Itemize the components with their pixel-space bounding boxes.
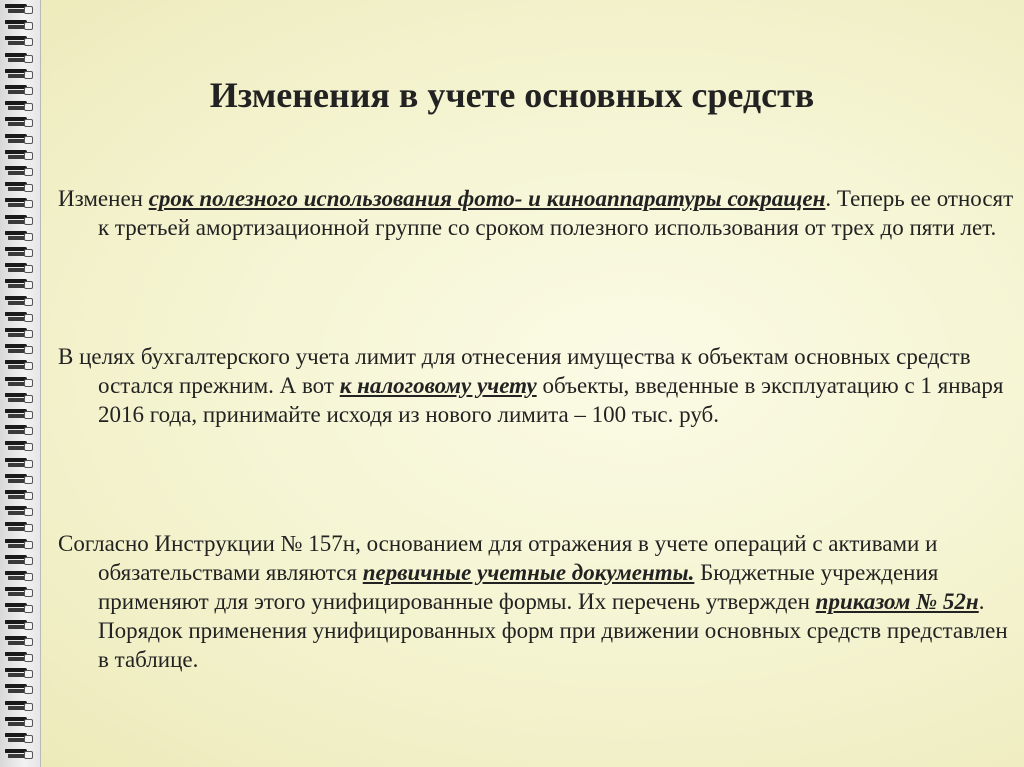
- slide-title: Изменения в учете основных средств: [209, 75, 815, 115]
- spiral-ring: [5, 684, 31, 694]
- paragraph-useful-life-change: [58, 184, 1018, 242]
- spiral-ring: [5, 231, 31, 241]
- spiral-ring: [5, 668, 31, 678]
- spiral-ring: [5, 296, 31, 306]
- spiral-ring: [5, 166, 31, 176]
- spiral-ring: [5, 393, 31, 403]
- spiral-ring: [5, 717, 31, 727]
- spiral-ring: [5, 328, 31, 338]
- spiral-ring: [5, 409, 31, 419]
- spiral-ring: [5, 571, 31, 581]
- spiral-ring: [5, 555, 31, 565]
- spiral-ring: [5, 458, 31, 468]
- spiral-ring: [5, 701, 31, 711]
- spiral-ring: [5, 603, 31, 613]
- spiral-ring: [5, 36, 31, 46]
- spiral-ring: [5, 134, 31, 144]
- spiral-ring: [5, 441, 31, 451]
- spiral-ring: [5, 198, 31, 208]
- text-run: объекты, введенные в эксплуатацию с 1 января 2016 года, принимайте исходя из нового лимита – 100 тыс. руб.: [98, 373, 1004, 427]
- spiral-ring: [5, 279, 31, 289]
- spiral-ring: [5, 101, 31, 111]
- emphasis-useful-life: срок полезного использования фото- и киноаппаратуры сокращен: [148, 186, 826, 211]
- text-run: . Теперь ее относят к третьей амортизационной группе со сроком полезного использования от трех до пяти лет.: [98, 186, 1014, 240]
- spiral-ring: [5, 490, 31, 500]
- spiral-ring: [5, 474, 31, 484]
- spiral-ring: [5, 263, 31, 273]
- text-run: . Порядок применения унифицированных форм при движении основных средств представлен в таблице.: [98, 589, 1008, 672]
- spiral-binding: [0, 0, 41, 767]
- spiral-ring: [5, 425, 31, 435]
- spiral-ring: [5, 360, 31, 370]
- emphasis-primary-documents: первичные учетные документы.: [362, 560, 695, 585]
- spiral-ring: [5, 312, 31, 322]
- spiral-ring: [5, 344, 31, 354]
- spiral-ring: [5, 522, 31, 532]
- spiral-ring: [5, 182, 31, 192]
- spiral-ring: [5, 620, 31, 630]
- spiral-ring: [5, 85, 31, 95]
- spiral-ring: [5, 733, 31, 743]
- emphasis-order-52n: приказом № 52н: [815, 589, 979, 614]
- spiral-ring: [5, 117, 31, 127]
- spiral-ring: [5, 215, 31, 225]
- text-run: Изменен: [58, 186, 149, 211]
- spiral-ring: [5, 377, 31, 387]
- spiral-ring: [5, 506, 31, 516]
- text-run: Согласно Инструкции № 157н, основанием для отражения в учете операций с активами и обязательствами являются: [58, 531, 938, 585]
- spiral-ring: [5, 20, 31, 30]
- spiral-ring: [5, 247, 31, 257]
- emphasis-tax-accounting: к налоговому учету: [339, 373, 537, 398]
- spiral-ring: [5, 69, 31, 79]
- spiral-ring: [5, 636, 31, 646]
- spiral-ring: [5, 749, 31, 759]
- text-run: В целях бухгалтерского учета лимит для отнесения имущества к объектам основных средств остался прежним. А вот: [58, 344, 971, 398]
- spiral-ring: [5, 4, 31, 14]
- paragraph-primary-documents: [58, 529, 1018, 674]
- spiral-ring: [5, 587, 31, 597]
- paragraph-asset-limit: [58, 342, 1018, 429]
- spiral-ring: [5, 53, 31, 63]
- spiral-ring: [5, 150, 31, 160]
- spiral-ring: [5, 652, 31, 662]
- spiral-ring: [5, 539, 31, 549]
- text-run: Бюджетные учреждения применяют для этого унифицированные формы. Их перечень утвержден: [98, 560, 939, 614]
